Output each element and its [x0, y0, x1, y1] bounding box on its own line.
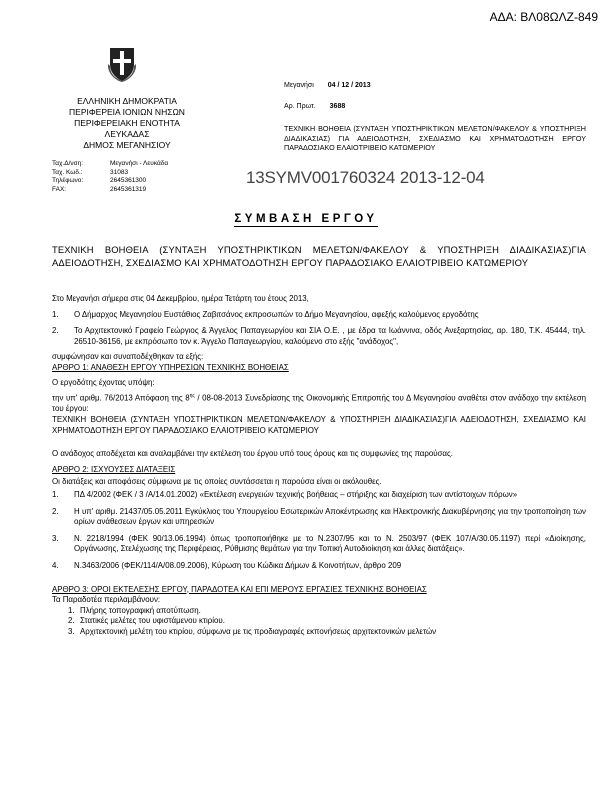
article-1-heading: ΑΡΘΡΟ 1: ΑΝΑΘΕΣΗ ΕΡΓΟΥ ΥΠΗΡΕΣΙΩΝ ΤΕΧΝΙΚΗΣ ΒΟΗΘΕΙΑΣ: [52, 362, 289, 372]
contract-body: [52, 294, 586, 637]
article-1-subject: ΤΕΧΝΙΚΗ ΒΟΗΘΕΙΑ (ΣΥΝΤΑΞΗ ΥΠΟΣΤΗΡΙΚΤΙΚΩΝ ΜΕΛΕΤΩΝ/ΦΑΚΕΛΟΥ & ΥΠΟΣΤΗΡΙΞΗ ΔΙΑΔΙΚΑΣΙΑΣ)ΓΙΑ ΑΔΕΙΟΔΟΤΗΣΗ, ΣΧΕΔΙΑΣΜΟ ΚΑΙ ΧΡΗΜΑΤΟΔΟΤΗΣΗ ΕΡΓΟΥ ΠΑΡΑΔΟΣΙΑΚΟ ΕΛΑΙΟΤΡΙΒΕΙΟ ΚΑΤΩΜΕΡΙΟΥ: [52, 414, 586, 435]
list-item: 4. Ν.3463/2006 (ΦΕΚ/114/Α/08.09.2006), Κύρωση του Κώδικα Δήμων & Κοινοτήτων, άρθρο 209: [52, 560, 402, 570]
article-1-text: Ο εργοδότης έχοντας υπόψη:: [52, 377, 155, 387]
list-item: 2. Στατικές μελέτες του υφιστάμενου κτιρίου.: [68, 616, 225, 626]
article-2-heading: ΑΡΘΡΟ 2: ΙΣΧΥΟΥΣΕΣ ΔΙΑΤΑΞΕΙΣ: [52, 464, 176, 474]
legislation-list: [52, 490, 586, 572]
contact-row: FAX: 2645361319: [52, 185, 147, 193]
list-item: 1. Ο Δήμαρχος Μεγανησίου Ευστάθιος Ζαβιτσάνος εκπροσωπών το Δήμο Μεγανησίου, αφεξής καλούμενος εργοδότης: [52, 309, 479, 319]
subject-summary: ΤΕΧΝΙΚΗ ΒΟΗΘΕΙΑ (ΣΥΝΤΑΞΗ ΥΠΟΣΤΗΡΙΚΤΙΚΩΝ ΜΕΛΕΤΩΝ/ΦΑΚΕΛΟΥ & ΥΠΟΣΤΗΡΙΞΗ ΔΙΑΔΙΚΑΣΙΑΣ) ΓΙΑ ΑΔΕΙΟΔΟΤΗΣΗ, ΣΧΕΔΙΑΣΜΟ ΚΑΙ ΧΡΗΜΑΤΟΔΟΤΗΣΗ ΕΡΓΟΥ ΠΑΡΑΔΟΣΙΑΚΟ ΕΛΑΙΟΤΡΙΒΕΙΟ ΚΑΤΩΜΕΡΙΟΥ: [284, 124, 586, 153]
issuer-line: ΔΗΜΟΣ ΜΕΓΑΝΗΣΙΟΥ: [83, 140, 171, 150]
issuer-block: [52, 96, 202, 151]
contact-row: Τηλέφωνο: 2645361300: [52, 177, 147, 185]
parties-list: [52, 310, 586, 348]
document-title: ΣΥΜΒΑΣΗ ΕΡΓΟΥ: [234, 213, 378, 225]
list-item: 2. Η υπ' αριθμ. 21437/05.05.2011 Εγκύκλιος του Υπουργείου Εσωτερικών Αποκέντρωσης και Ηλεκτρονικής Διακυβέρνησης για την τροποποίηση των ορίων ανάθεσεων έργων και υπηρεσιών: [52, 506, 586, 527]
issuer-line: ΕΛΛΗΝΙΚΗ ΔΗΜΟΚΡΑΤΙΑ: [77, 96, 177, 106]
article-3-heading: ΑΡΘΡΟ 3: ΟΡΟΙ ΕΚΤΕΛΕΣΗΣ ΕΡΓΟΥ, ΠΑΡΑΔΟΤΕΑ ΚΑΙ ΕΠΙ ΜΕΡΟΥΣ ΕΡΓΑΣΙΕΣ ΤΕΧΝΙΚΗΣ ΒΟΗΘΕΙΑΣ: [52, 584, 427, 594]
list-item: 1. ΠΔ 4/2002 (ΦΕΚ / 3 /Α/14.01.2002) «Εκτέλεση ενεργειών τεχνικής βοήθειας – στήριξης και διαχείριση των αντίστοιχων πόρων»: [52, 489, 518, 499]
registration-number: 13SYMV001760324 2013-12-04: [246, 168, 485, 187]
article-2-text: Οι διατάξεις και αποφάσεις σύμφωνα με τις οποίες συντάσσεται η παρούσα είναι οι ακόλουθες.: [52, 477, 382, 487]
article-3-text: Τα Παραδοτέα περιλαμβάνουν:: [52, 595, 161, 605]
agreement-text: συμφώνησαν και συναποδέχθηκαν τα εξής:: [52, 352, 204, 362]
article-1-text: την υπ' αριθμ. 76/2013 Απόφαση της $8^{\eta\varsigma} / 08-08-2013$ Συνεδρίασης της Οικονομικής Επιτροπής του Δ Μεγανησίου αναθέτει στον ανάδοχο την εκτέλεση του έργου:: [52, 393, 586, 414]
intro-text: Στο Μεγανήσι σήμερα στις 04 Δεκεμβρίου, ημέρα Τετάρτη του έτους 2013,: [52, 294, 309, 303]
issuer-line: ΠΕΡΙΦΕΡΕΙΑ ΙΟΝΙΩΝ ΝΗΣΩΝ: [69, 107, 185, 117]
contact-row: Ταχ.Δ/νση: Μεγανήσι - Λευκάδα: [52, 160, 169, 167]
contact-row: Ταχ. Κωδ.: 31083: [52, 168, 129, 176]
protocol-line: Αρ. Πρωτ. 3688: [284, 103, 346, 110]
article-1-text: Ο ανάδοχος αποδέχεται και αναλαμβάνει την εκτέλεση του έργου υπό τους όρους και τις συμφωνίες της παρούσας.: [52, 449, 453, 459]
list-item: 1. Πλήρης τοπογραφική αποτύπωση.: [68, 605, 201, 615]
contact-block: [52, 160, 168, 194]
issuer-line: ΠΕΡΙΦΕΡΕΙΑΚΗ ΕΝΟΤΗΤΑ: [74, 118, 180, 128]
deliverables-list: [52, 606, 586, 638]
greek-coat-of-arms-icon: [108, 42, 136, 82]
list-item: 2. Το Αρχιτεκτονικό Γραφείο Γεώργιος & Άγγελος Παπαγεωργίου και ΣΙΑ Ο.Ε. , με έδρα τα Ιωάννινα, οδός Ανεξαρτησίας, αρ. 180, Τ.Κ. 45444, τηλ. 26510-36156, με εκπρόσωπο τον κ. Άγγελο Παπαγεωργίου, καλούμενο στο εξής "ανάδοχος",: [52, 326, 586, 346]
issuer-line: ΛΕΥΚΑΔΑΣ: [104, 129, 150, 139]
ada-code: ΑΔΑ: ΒΛ08ΩΛΖ-849: [489, 10, 598, 24]
list-item: 3. Αρχιτεκτονική μελέτη του κτιρίου, σύμφωνα με τις προδιαγραφές εκπονήσεως αρχιτεκτονικών μελετών: [68, 626, 437, 636]
contract-subject: ΤΕΧΝΙΚΗ ΒΟΗΘΕΙΑ (ΣΥΝΤΑΞΗ ΥΠΟΣΤΗΡΙΚΤΙΚΩΝ ΜΕΛΕΤΩΝ/ΦΑΚΕΛΟΥ & ΥΠΟΣΤΗΡΙΞΗ ΔΙΑΔΙΚΑΣΙΑΣ)ΓΙΑ ΑΔΕΙΟΔΟΤΗΣΗ, ΣΧΕΔΙΑΣΜΟ ΚΑΙ ΧΡΗΜΑΤΟΔΟΤΗΣΗ ΕΡΓΟΥ ΠΑΡΑΔΟΣΙΑΚΟ ΕΛΑΙΟΤΡΙΒΕΙΟ ΚΑΤΩΜΕΡΙΟΥ: [52, 244, 586, 268]
date-line: Μεγανήσι 04 / 12 / 2013: [284, 82, 371, 89]
list-item: 3. Ν. 2218/1994 (ΦΕΚ 90/13.06.1994) όπως τροποποιήθηκε με το Ν.2307/95 και το Ν. 2503/97 (ΦΕΚ 107/Α/30.05.1197) περί «Διοίκησης, Οργάνωσης, Στελέχωσης της Περιφέρειας, Ρύθμισης θεμάτων για την Τοπική Αυτοδιοίκηση και άλλες διατάξεις».: [52, 533, 586, 554]
